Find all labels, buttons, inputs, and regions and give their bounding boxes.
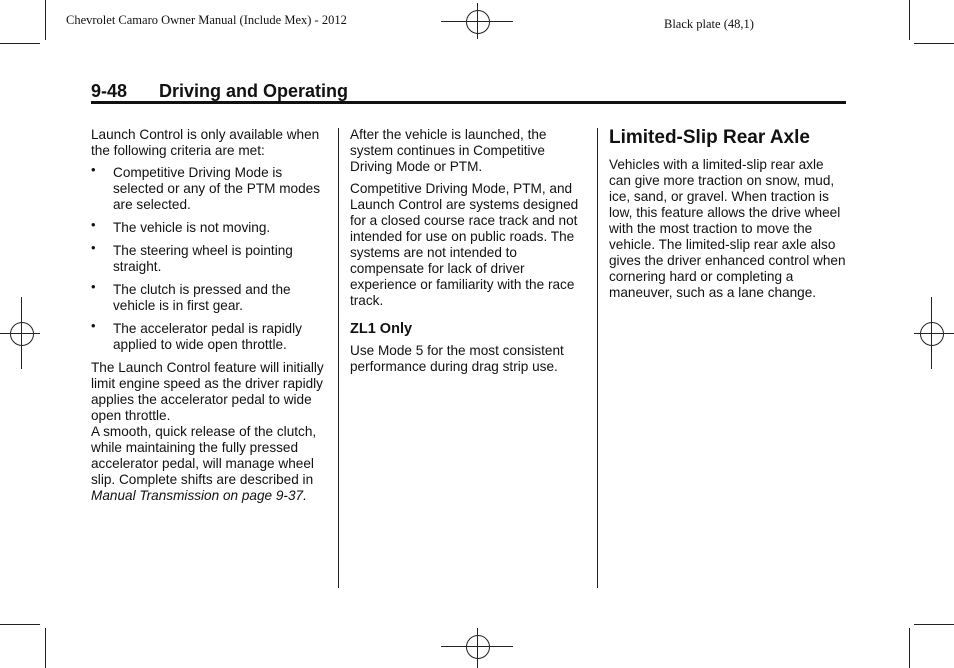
bullet-icon: • [91, 279, 96, 294]
bullet-icon: • [91, 318, 96, 333]
criteria-list [91, 162, 331, 353]
crop-mark [914, 624, 954, 625]
crop-mark [45, 628, 46, 668]
intro-paragraph: Launch Control is only available when the following criteria are met: [91, 127, 320, 158]
plate-header-info: Black plate (48,1) [664, 17, 754, 31]
page-number: 9-48 [91, 81, 128, 101]
crop-mark [914, 43, 954, 44]
zl1-subheading: ZL1 Only [350, 321, 413, 337]
limited-slip-heading: Limited-Slip Rear Axle [609, 127, 810, 148]
list-item: • Competitive Driving Mode is selected or any of the PTM modes are selected. [91, 162, 321, 212]
after-launch-paragraph: After the vehicle is launched, the system continues in Competitive Driving Mode or PTM. [350, 127, 547, 174]
limited-slip-paragraph: Vehicles with a limited-slip rear axle can give more traction on snow, mud, ice, sand, or gravel. When traction is low, this feature allows the drive wheel with the most traction to move the vehicle. The limited-slip rear axle also gives the driver enhanced control when cornering hard or completing a maneuver, such as a lane change. [609, 157, 846, 300]
column-1 [91, 127, 331, 510]
bullet-icon: • [91, 162, 96, 177]
list-item: • The vehicle is not moving. [91, 217, 271, 235]
crop-mark [0, 43, 40, 44]
list-item: • The accelerator pedal is rapidly applied to wide open throttle. [91, 318, 302, 352]
crop-mark [909, 628, 910, 668]
column-divider [338, 128, 339, 588]
crop-mark [909, 0, 910, 40]
crop-mark [0, 624, 40, 625]
crop-mark [45, 0, 46, 40]
cross-reference-link[interactable]: Manual Transmission on page 9-37. [91, 488, 307, 503]
list-item: • The clutch is pressed and the vehicle is in first gear. [91, 279, 291, 313]
list-item: • The steering wheel is pointing straight. [91, 240, 293, 274]
heading-rule [91, 101, 846, 104]
mode5-paragraph: Use Mode 5 for the most consistent performance during drag strip use. [350, 343, 564, 374]
bullet-icon: • [91, 217, 96, 232]
plate-header-title: Chevrolet Camaro Owner Manual (Include Mex) - 2012 [66, 13, 347, 27]
column-divider [597, 128, 598, 588]
column-3 [609, 127, 847, 307]
systems-paragraph: Competitive Driving Mode, PTM, and Launch Control are systems designed for a closed course race track and not intended for use on public roads. The systems are not intended to compensate for lack of driver experience or familiarity with the race track. [350, 181, 579, 308]
bullet-icon: • [91, 240, 96, 255]
section-title: Driving and Operating [159, 81, 349, 101]
launch-control-paragraph: The Launch Control feature will initially limit engine speed as the driver rapidly applies the accelerator pedal to wide open throttle. [91, 360, 324, 423]
page-heading [91, 81, 348, 102]
column-2 [350, 127, 585, 381]
clutch-paragraph: A smooth, quick release of the clutch, while maintaining the fully pressed accelerator pedal, will manage wheel slip. Complete shifts are described in Manual Transmission on page 9-37. [91, 424, 317, 503]
